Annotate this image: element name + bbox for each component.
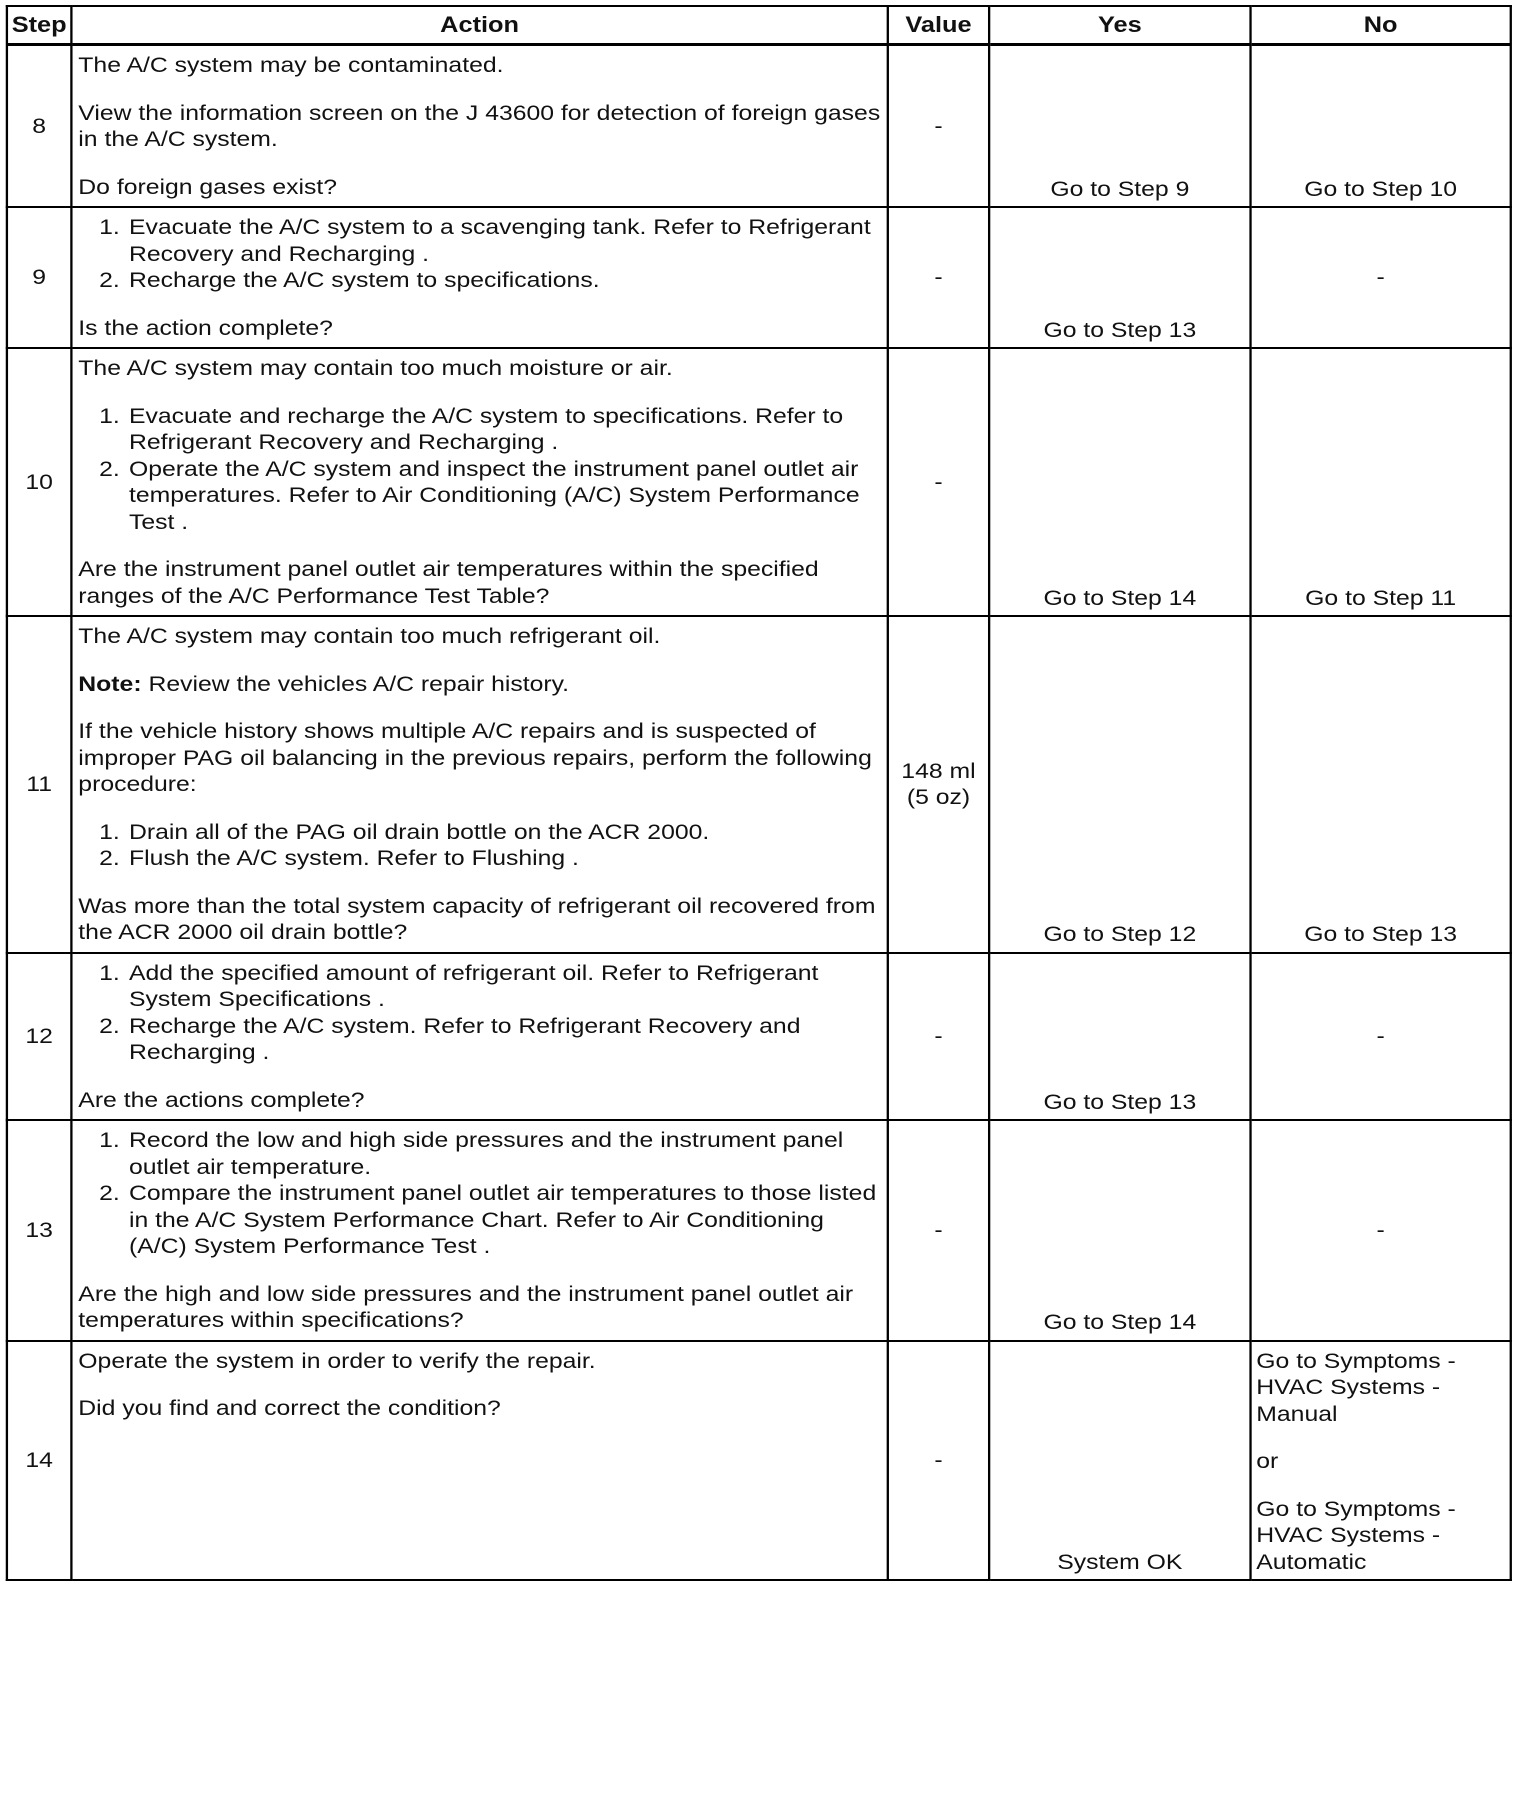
yes-link[interactable]: Go to Step 14 <box>989 1120 1250 1341</box>
table-row <box>7 348 1511 616</box>
yes-link[interactable]: Go to Step 13 <box>989 207 1250 348</box>
action-question: Do foreign gases exist? <box>78 174 338 199</box>
header-yes: Yes <box>989 6 1250 45</box>
header-step: Step <box>7 6 71 45</box>
value-line: (5 oz) <box>906 785 971 810</box>
action-cell <box>71 616 887 953</box>
action-cell <box>71 348 887 616</box>
action-cell <box>71 1341 887 1581</box>
action-list <box>78 1127 882 1260</box>
diagnostic-table <box>6 5 1512 1581</box>
step-number: 11 <box>7 616 71 953</box>
yes-link[interactable]: Go to Step 13 <box>989 953 1250 1121</box>
action-text: If the vehicle history shows multiple A/C repairs and is suspected of improper PAG oil balancing in the previous repairs, perform the following procedure: <box>78 719 872 796</box>
list-item: 1. Drain all of the PAG oil drain bottle on the ACR 2000. <box>127 819 882 846</box>
action-text: The A/C system may contain too much refrigerant oil. <box>78 624 661 648</box>
step-number: 14 <box>7 1341 71 1581</box>
header-no: No <box>1251 6 1511 45</box>
no-cell: - <box>1251 207 1511 348</box>
list-item: 2. Compare the instrument panel outlet air temperatures to those listed in the A/C System Performance Chart. Refer to Air Conditioning (A/C) System Performance Test . <box>127 1180 882 1260</box>
step-number: 13 <box>7 1120 71 1341</box>
list-item: 1. Evacuate and recharge the A/C system to specifications. Refer to Refrigerant Recovery and Recharging . <box>127 403 882 456</box>
header-row <box>7 6 1511 45</box>
action-list <box>78 819 882 872</box>
action-cell <box>71 1120 887 1341</box>
action-question: Are the instrument panel outlet air temperatures within the specified ranges of the A/C Performance Test Table? <box>78 557 819 608</box>
no-link[interactable]: Go to Symptoms - HVAC Systems - Automatic <box>1256 1496 1456 1574</box>
action-cell <box>71 207 887 348</box>
yes-link[interactable]: Go to Step 14 <box>989 348 1250 616</box>
no-or-text: or <box>1256 1449 1279 1473</box>
action-cell <box>71 953 887 1121</box>
step-number: 8 <box>7 45 71 208</box>
action-question: Did you find and correct the condition? <box>78 1396 501 1420</box>
action-text: The A/C system may contain too much moisture or air. <box>78 356 673 380</box>
no-link[interactable]: Go to Step 11 <box>1251 348 1511 616</box>
action-list <box>78 403 882 536</box>
action-list <box>78 960 882 1066</box>
table-row <box>7 953 1511 1121</box>
action-question: Are the high and low side pressures and the instrument panel outlet air temperatures within specifications? <box>78 1281 854 1332</box>
action-text: View the information screen on the J 43600 for detection of foreign gases in the A/C system. <box>78 100 881 151</box>
list-item: 2. Flush the A/C system. Refer to Flushing . <box>127 845 882 872</box>
value-cell <box>888 616 989 953</box>
header-action: Action <box>71 6 887 45</box>
list-item: 2. Recharge the A/C system. Refer to Refrigerant Recovery and Recharging . <box>127 1013 882 1066</box>
table-row <box>7 1341 1511 1581</box>
header-value: Value <box>888 6 989 45</box>
table-row <box>7 45 1511 208</box>
list-item: 1. Record the low and high side pressures and the instrument panel outlet air temperature. <box>127 1127 882 1180</box>
list-item: 1. Add the specified amount of refrigerant oil. Refer to Refrigerant System Specifications . <box>127 960 882 1013</box>
list-item: 1. Evacuate the A/C system to a scavenging tank. Refer to Refrigerant Recovery and Recharging . <box>127 214 882 267</box>
value-cell: - <box>888 207 989 348</box>
list-item: 2. Operate the A/C system and inspect the instrument panel outlet air temperatures. Refer to Air Conditioning (A/C) System Performance Test . <box>127 456 882 536</box>
value-line: 148 ml <box>901 758 976 783</box>
yes-link[interactable]: Go to Step 9 <box>989 45 1250 208</box>
note-text <box>78 671 882 698</box>
no-cell <box>1251 1341 1511 1581</box>
value-cell: - <box>888 45 989 208</box>
table-row <box>7 616 1511 953</box>
action-question: Was more than the total system capacity of refrigerant oil recovered from the ACR 2000 oil drain bottle? <box>78 893 876 944</box>
action-text: The A/C system may be contaminated. <box>78 53 504 77</box>
value-cell: - <box>888 1120 989 1341</box>
yes-link[interactable]: Go to Step 12 <box>989 616 1250 953</box>
action-text: Operate the system in order to verify the repair. <box>78 1348 596 1373</box>
step-number: 10 <box>7 348 71 616</box>
yes-link[interactable]: System OK <box>989 1341 1250 1581</box>
value-cell: - <box>888 953 989 1121</box>
no-link[interactable]: Go to Symptoms - HVAC Systems - Manual <box>1256 1348 1456 1426</box>
step-number: 12 <box>7 953 71 1121</box>
no-link[interactable]: Go to Step 13 <box>1251 616 1511 953</box>
list-item: 2. Recharge the A/C system to specifications. <box>127 267 882 294</box>
action-question: Is the action complete? <box>78 315 333 340</box>
value-cell: - <box>888 1341 989 1581</box>
note-label: Note: <box>78 671 142 696</box>
no-cell: - <box>1251 1120 1511 1341</box>
action-list <box>78 214 882 294</box>
table-row <box>7 1120 1511 1341</box>
table-row <box>7 207 1511 348</box>
note-body: Review the vehicles A/C repair history. <box>141 671 570 696</box>
action-cell <box>71 45 887 208</box>
no-link[interactable]: Go to Step 10 <box>1251 45 1511 208</box>
action-question: Are the actions complete? <box>78 1087 365 1112</box>
no-cell: - <box>1251 953 1511 1121</box>
step-number: 9 <box>7 207 71 348</box>
value-cell: - <box>888 348 989 616</box>
